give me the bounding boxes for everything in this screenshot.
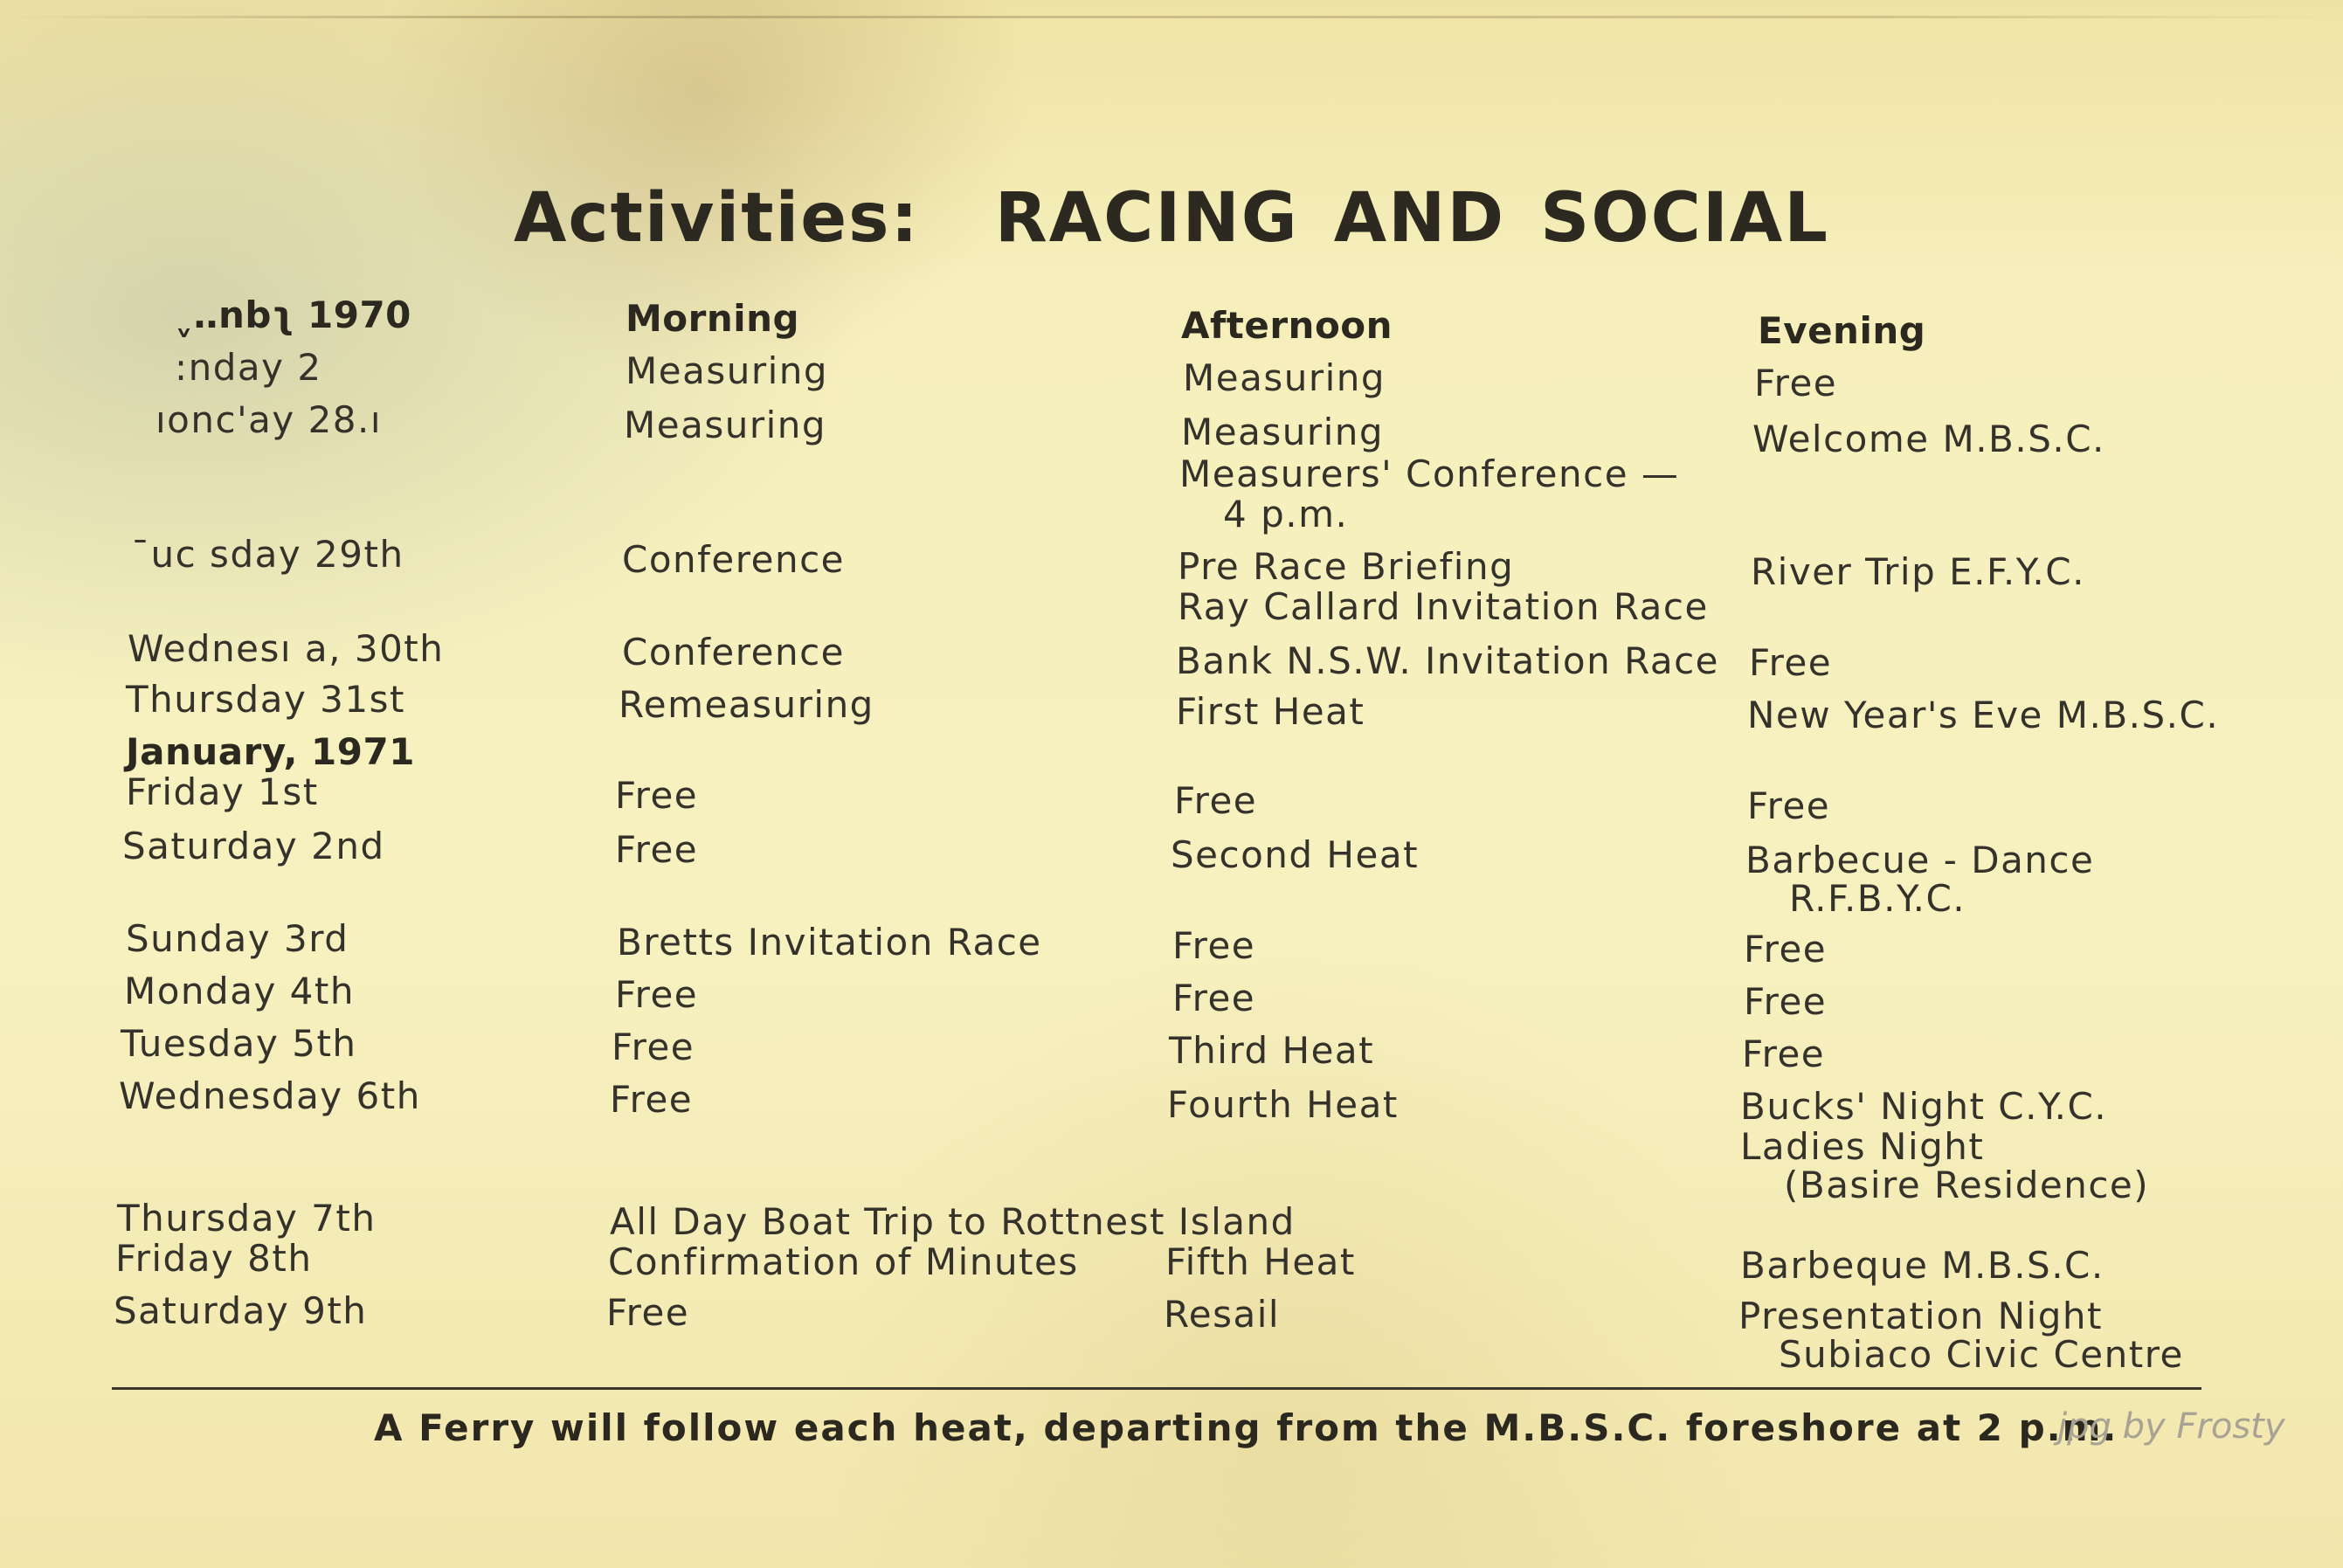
afternoon-cell: Fifth Heat	[1165, 1240, 1356, 1283]
afternoon-cell: Free	[1172, 924, 1256, 967]
evening-cell: Free	[1747, 784, 1831, 827]
date-cell: Saturday 2nd	[122, 825, 385, 867]
evening-cell: Welcome M.B.S.C.	[1752, 418, 2105, 460]
date-cell: Wednesı a, 30th	[128, 627, 445, 670]
evening-cell: Subiaco Civic Centre	[1779, 1333, 2184, 1376]
evening-cell: Presentation Night	[1738, 1295, 2103, 1337]
morning-cell: Bretts Invitation Race	[617, 921, 1042, 964]
morning-cell: Free	[606, 1291, 690, 1334]
morning-cell: Free	[610, 1078, 694, 1121]
evening-cell: Ladies Night	[1740, 1125, 1985, 1168]
afternoon-cell: Second Heat	[1171, 833, 1420, 876]
evening-cell: Free	[1744, 980, 1828, 1023]
morning-cell: All Day Boat Trip to Rottnest Island	[610, 1200, 1296, 1243]
morning-cell: Free	[612, 1026, 695, 1068]
paper-fold-line	[0, 16, 2343, 18]
header-morning: Morning	[625, 297, 800, 340]
date-cell: Saturday 9th	[114, 1289, 368, 1332]
date-cell: Friday 1st	[126, 770, 319, 813]
evening-cell: Free	[1749, 641, 1833, 684]
date-cell: ¯uc sday 29th	[131, 533, 404, 576]
afternoon-cell: Bank N.S.W. Invitation Race	[1176, 639, 1719, 682]
header-evening: Evening	[1758, 309, 1926, 352]
afternoon-cell: Third Heat	[1169, 1029, 1375, 1072]
morning-cell: Measuring	[624, 404, 827, 446]
evening-cell: Barbecue - Dance	[1745, 839, 2095, 881]
afternoon-cell: Ray Callard Invitation Race	[1178, 585, 1709, 628]
afternoon-cell: Pre Race Briefing	[1178, 545, 1515, 588]
afternoon-cell: Measuring	[1183, 356, 1386, 399]
afternoon-cell: First Heat	[1176, 690, 1365, 733]
afternoon-cell: Resail	[1164, 1293, 1281, 1336]
header-date: ˬ‥nbʅ 1970	[175, 294, 411, 336]
date-cell: Thursday 31st	[126, 678, 405, 721]
date-cell: Sunday 3rd	[126, 917, 349, 960]
date-cell: Tuesday 5th	[121, 1022, 357, 1065]
evening-cell: Barbeque M.B.S.C.	[1740, 1244, 2105, 1287]
afternoon-cell: 4 p.m.	[1223, 493, 1349, 535]
evening-cell: Bucks' Night C.Y.C.	[1740, 1085, 2108, 1128]
afternoon-cell: Measurers' Conference —	[1179, 452, 1680, 495]
evening-cell: Free	[1744, 928, 1828, 971]
evening-cell: Free	[1754, 362, 1838, 404]
page-title	[0, 179, 2343, 258]
afternoon-cell: Measuring	[1181, 411, 1385, 453]
evening-cell: Free	[1742, 1033, 1826, 1075]
morning-cell: Conference	[622, 538, 846, 581]
morning-cell: Conference	[622, 631, 846, 673]
title-word-racing: RACING	[994, 179, 1299, 258]
afternoon-cell: Free	[1172, 977, 1256, 1019]
morning-cell: Free	[615, 973, 699, 1016]
evening-cell: New Year's Eve M.B.S.C.	[1747, 694, 2220, 736]
morning-cell: Remeasuring	[619, 683, 874, 726]
date-cell: :nday 2	[175, 346, 322, 389]
date-cell: Friday 8th	[115, 1237, 313, 1280]
evening-cell: (Basire Residence)	[1784, 1164, 2150, 1206]
title-word-social: SOCIAL	[1540, 179, 1829, 258]
date-cell: Wednesday 6th	[119, 1074, 421, 1117]
date-cell: Thursday 7th	[117, 1197, 377, 1240]
month-heading: January, 1971	[126, 730, 415, 773]
evening-cell: R.F.B.Y.C.	[1789, 877, 1966, 920]
evening-cell: River Trip E.F.Y.C.	[1751, 550, 2085, 593]
date-cell: Monday 4th	[124, 970, 355, 1012]
title-word-and: AND	[1333, 179, 1506, 258]
photo-credit-watermark: jpg by Frosty	[2057, 1406, 2285, 1447]
footer-divider	[112, 1387, 2201, 1390]
afternoon-cell: Free	[1174, 779, 1258, 822]
morning-cell: Confirmation of Minutes	[608, 1240, 1079, 1283]
header-afternoon: Afternoon	[1181, 304, 1393, 347]
ferry-note: A Ferry will follow each heat, departing from the M.B.S.C. foreshore at 2 p.m.	[374, 1406, 2118, 1449]
morning-cell: Free	[615, 828, 699, 871]
morning-cell: Measuring	[625, 349, 829, 392]
date-cell: ıonc'ay 28.ı	[156, 398, 383, 441]
title-lead: Activities:	[514, 179, 920, 258]
morning-cell: Free	[615, 774, 699, 817]
afternoon-cell: Fourth Heat	[1167, 1083, 1399, 1126]
